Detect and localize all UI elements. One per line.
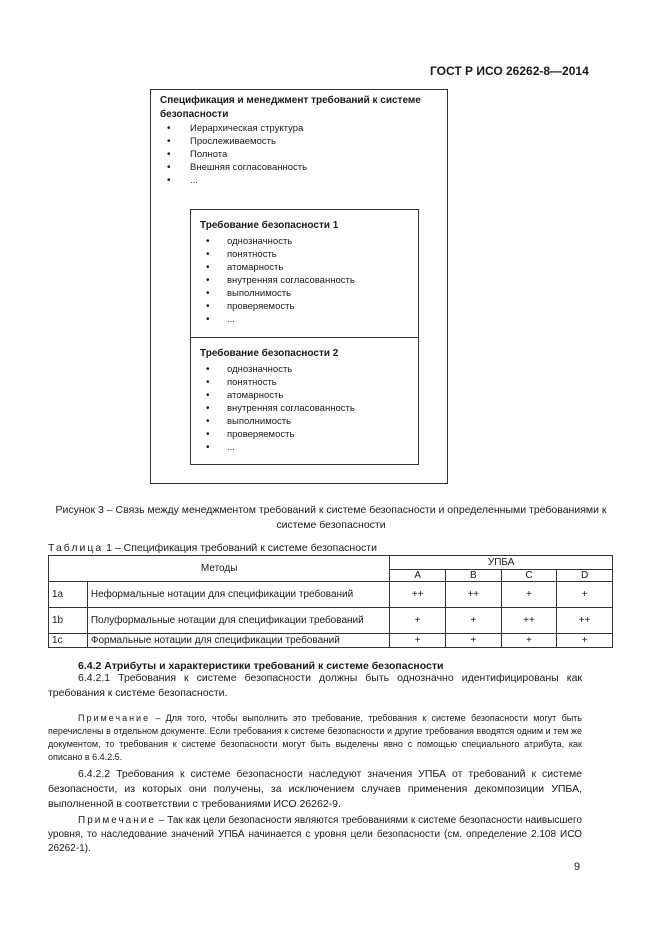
list-item: • Полнота [190, 148, 307, 161]
management-box-title: Спецификация и менеджмент требований к системе безопасности [160, 95, 421, 120]
list-item: • проверяемость [227, 300, 355, 313]
row-id: 1b [49, 608, 88, 634]
list-item: • внутренняя согласованность [227, 274, 355, 287]
row-value: + [445, 634, 501, 648]
row-value: ++ [445, 582, 501, 608]
safety-requirement-1-box [190, 209, 419, 338]
list-item: • проверяемость [227, 428, 355, 441]
note-2 [48, 814, 582, 856]
row-value: + [390, 634, 446, 648]
table-caption-label: Таблица [48, 542, 104, 554]
management-attributes-list [190, 122, 307, 187]
list-item: • однозначность [227, 363, 355, 376]
level-b-header: B [445, 570, 501, 582]
section-heading: 6.4.2 Атрибуты и характеристики требований к системе безопасности [78, 660, 444, 672]
paragraph-6-4-2-2: 6.4.2.2 Требования к системе безопасности наследуют значения УПБА от требований к системе безопасности, из которых они получены, за исключением случаев применения декомпозиции УПБА, выполненной в соответствии с требованиями ИСО 26262-9. [48, 768, 582, 810]
safety-requirement-2-box [190, 337, 419, 465]
requirement-1-title: Требование безопасности 1 [200, 220, 339, 231]
level-a-header: A [390, 570, 446, 582]
row-value: + [557, 582, 613, 608]
note-label: Примечание [78, 713, 151, 723]
list-item: • внутренняя согласованность [227, 402, 355, 415]
list-item: • ... [190, 174, 307, 187]
row-value: ++ [390, 582, 446, 608]
row-value: + [501, 582, 557, 608]
list-item: • понятность [227, 248, 355, 261]
list-item: • понятность [227, 376, 355, 389]
row-id: 1c [49, 634, 88, 648]
methods-header: Методы [49, 556, 390, 582]
table-caption-text: 1 – Спецификация требований к системе безопасности [106, 542, 377, 554]
level-d-header: D [557, 570, 613, 582]
requirement-2-attributes [227, 363, 355, 454]
row-method: Полуформальные нотации для спецификации требований [87, 608, 389, 634]
note-text: – Так как цели безопасности являются требованиями к системе безопасности наивысшего уровня, то наследование значений УПБА начинается с уровня цели безопасности (см. определение 2.108 ИСО 26262-1). [48, 815, 582, 854]
requirement-1-attributes [227, 235, 355, 326]
figure-caption: Рисунок 3 – Связь между менеджментом требований к системе безопасности и определенными требованиями к системе безопасности [55, 504, 607, 531]
table-caption [48, 542, 377, 554]
row-value: + [445, 608, 501, 634]
list-item: • Прослеживаемость [190, 135, 307, 148]
table-row [49, 582, 613, 608]
list-item: • ... [227, 441, 355, 454]
paragraph-6-4-2-1: 6.4.2.1 Требования к системе безопасности должны быть однозначно идентифицированы как требования к системе безопасности. [48, 672, 582, 699]
table-row [49, 608, 613, 634]
row-value: + [390, 608, 446, 634]
row-id: 1a [49, 582, 88, 608]
row-value: + [501, 634, 557, 648]
page-number: 9 [574, 861, 581, 873]
list-item: • однозначность [227, 235, 355, 248]
note-label: Примечание [78, 815, 156, 826]
list-item: • Внешняя согласованность [190, 161, 307, 174]
row-value: + [557, 634, 613, 648]
level-c-header: C [501, 570, 557, 582]
list-item: • выполнимость [227, 415, 355, 428]
note-1 [48, 712, 582, 764]
row-method: Неформальные нотации для спецификации требований [87, 582, 389, 608]
list-item: • ... [227, 313, 355, 326]
upba-header: УПБА [390, 556, 613, 570]
document-code: ГОСТ Р ИСО 26262-8—2014 [430, 64, 589, 78]
list-item: • атомарность [227, 389, 355, 402]
list-item: • атомарность [227, 261, 355, 274]
table-row [49, 634, 613, 648]
requirement-2-title: Требование безопасности 2 [200, 348, 339, 359]
row-method: Формальные нотации для спецификации требований [87, 634, 389, 648]
row-value: ++ [557, 608, 613, 634]
list-item: • Иерархическая структура [190, 122, 307, 135]
requirements-methods-table [48, 555, 613, 648]
row-value: ++ [501, 608, 557, 634]
list-item: • выполнимость [227, 287, 355, 300]
note-text: – Для того, чтобы выполнить это требование, требования к системе безопасности могут быть перечислены в отдельном документе. Если требования к системе безопасности и другие требования вводятся одним и тем же документом, то требования к системе безопасности могут быть выделены явно с помощью специального атрибута, как описано в 6.4.2.5. [48, 713, 582, 762]
